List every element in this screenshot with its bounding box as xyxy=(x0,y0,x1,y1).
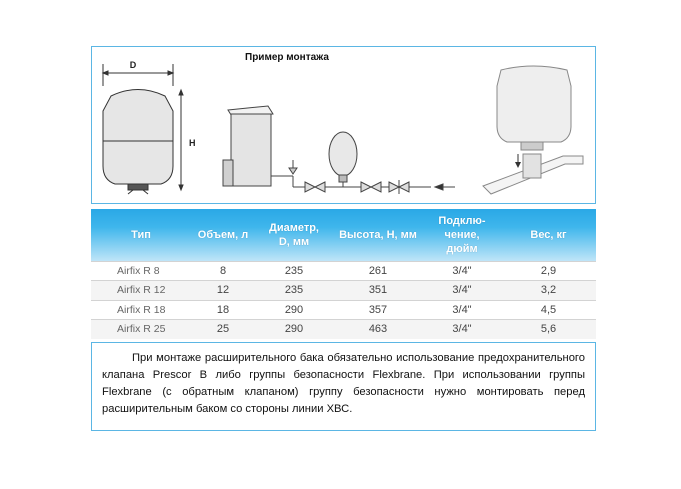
cell-height: 351 xyxy=(333,281,423,301)
cell-connection: 3/4" xyxy=(423,320,501,339)
cell-height: 357 xyxy=(333,300,423,320)
col-volume: Объем, л xyxy=(197,228,249,241)
cell-weight: 4,5 xyxy=(501,300,596,320)
col-height: Высота, H, мм xyxy=(339,228,417,241)
col-weight: Вес, кг xyxy=(530,228,567,241)
installation-note xyxy=(91,342,596,431)
cell-type: Airfix R 8 xyxy=(91,261,191,281)
table-row xyxy=(91,281,596,301)
cell-type: Airfix R 12 xyxy=(91,281,191,301)
installation-diagram xyxy=(93,56,593,202)
cell-height: 463 xyxy=(333,320,423,339)
col-connection xyxy=(423,209,501,261)
cell-height: 261 xyxy=(333,261,423,281)
col-connection-line2: чение, xyxy=(444,228,480,241)
cell-volume: 25 xyxy=(191,320,255,339)
col-diameter xyxy=(255,209,333,261)
diagram-title: Пример монтажа xyxy=(245,52,329,63)
cell-volume: 8 xyxy=(191,261,255,281)
boiler-drawing xyxy=(223,106,293,186)
col-diameter-line2: D, мм xyxy=(278,235,310,248)
cell-type: Airfix R 25 xyxy=(91,320,191,339)
cell-weight: 5,6 xyxy=(501,320,596,339)
cell-diameter: 290 xyxy=(255,300,333,320)
pipeline-drawing xyxy=(289,132,455,194)
cell-volume: 18 xyxy=(191,300,255,320)
detail-drawing xyxy=(483,66,583,194)
table-row xyxy=(91,320,596,339)
cell-diameter: 290 xyxy=(255,320,333,339)
cell-diameter: 235 xyxy=(255,261,333,281)
cell-volume: 12 xyxy=(191,281,255,301)
cell-weight: 3,2 xyxy=(501,281,596,301)
cell-connection: 3/4" xyxy=(423,281,501,301)
col-connection-line1: Подклю- xyxy=(438,214,486,227)
table-header xyxy=(91,209,596,261)
cell-type: Airfix R 18 xyxy=(91,300,191,320)
cell-connection: 3/4" xyxy=(423,261,501,281)
note-text: При монтаже расширительного бака обязательно использование предохранительного клапана Prescor B либо группы безопасности Flexbrane. При использовании группы Flexbrane (с обратным клапаном) группу безопасности нужно монтировать перед расширительным баком со стороны линии ХВС. xyxy=(102,352,585,415)
col-diameter-line1: Диаметр, xyxy=(269,221,319,234)
cell-weight: 2,9 xyxy=(501,261,596,281)
cell-diameter: 235 xyxy=(255,281,333,301)
dim-h-label: H xyxy=(189,138,196,148)
col-type: Тип xyxy=(131,228,151,241)
specs-table xyxy=(91,209,596,339)
table-row xyxy=(91,300,596,320)
cell-connection: 3/4" xyxy=(423,300,501,320)
col-connection-line3: дюйм xyxy=(446,242,478,255)
table-row xyxy=(91,261,596,281)
tank-drawing xyxy=(103,64,183,194)
dim-d-label: D xyxy=(129,60,137,70)
